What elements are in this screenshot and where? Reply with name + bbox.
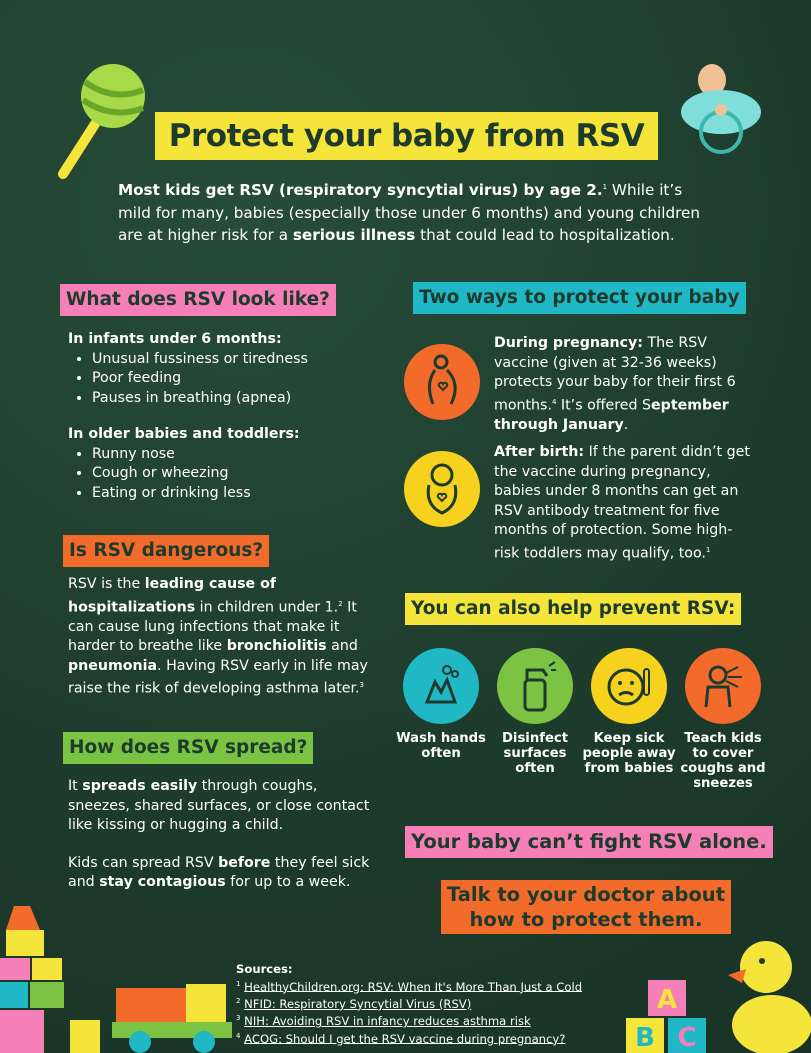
- spray-bottle-icon: [497, 648, 573, 724]
- spread-paragraphs: It spreads easily through coughs, sneezes, shared surfaces, or close contact like kissing or hugging a child. Kids can spread RSV before they feel sick and stay contagious for up to a week.: [68, 778, 370, 890]
- pregnancy-icon: [404, 344, 480, 420]
- prevent-heading: You can also help prevent RSV:: [405, 593, 741, 625]
- cough-icon: [685, 648, 761, 724]
- list-item: • Poor feeding: [92, 369, 368, 389]
- svg-text:A: A: [656, 985, 678, 1015]
- toy-truck-icon: [112, 978, 237, 1053]
- sources: Sources: $^1$ HealthyChildren.org: RSV: When It's More Than Just a Cold $^2$ NFID: Respiratory Syncytial Virus (RSV) $^3$ NIH: Avoiding RSV in infancy reduces asthma risk $^4$ ACOG: Should I get the RSV vaccine during pregnancy?: [236, 962, 583, 1046]
- source-link[interactable]: NFID: Respiratory Syncytial Virus (RSV): [244, 996, 472, 1011]
- talk-to-doctor-banner: Talk to your doctor about how to protect them.: [441, 880, 731, 934]
- abc-blocks-icon: [626, 980, 712, 1053]
- after-birth-text: After birth: If the parent didn’t get the vaccine during pregnancy, babies under 8 months can get an RSV antibody treatment for five months of protection. Some high-risk toddlers may qualify, too.$^1$: [494, 444, 750, 562]
- look-like-heading: What does RSV look like?: [60, 284, 336, 316]
- toddler-symptoms-list: [68, 445, 368, 504]
- intro-paragraph: Most kids get RSV (respiratory syncytial virus) by age 2.$^1$ While it’s mild for many, babies (especially those under 6 months) and young children are at higher risk for a serious illness that could lead to hospitalization.: [118, 181, 701, 245]
- toy-blocks-icon: [0, 898, 100, 1053]
- spread-heading: How does RSV spread?: [63, 732, 313, 764]
- dangerous-paragraph: RSV is the leading cause of hospitalizations in children under 1.$^2$ It can cause lung infections that make it harder to breathe like bronchiolitis and pneumonia. Having RSV early in life may raise the risk of developing asthma later.$^3$: [68, 576, 368, 697]
- rattle-icon: [55, 62, 155, 182]
- wash-hands-icon: [403, 648, 479, 724]
- tip-label: Wash hands often: [396, 731, 486, 761]
- tip-label: Teach kids to cover coughs and sneezes: [680, 731, 766, 791]
- sick-face-icon: [591, 648, 667, 724]
- svg-text:C: C: [677, 1023, 697, 1053]
- source-link[interactable]: ACOG: Should I get the RSV vaccine during pregnancy?: [244, 1031, 566, 1046]
- svg-text:B: B: [635, 1023, 655, 1053]
- pregnancy-text: During pregnancy: The RSV vaccine (given at 32-36 weeks) protects your baby for their first 6 months.$^4$ It’s offered September through January.: [494, 335, 736, 433]
- list-item: • Cough or wheezing: [92, 464, 368, 484]
- source-link[interactable]: NIH: Avoiding RSV in infancy reduces asthma risk: [244, 1014, 531, 1029]
- protect-heading: Two ways to protect your baby: [413, 282, 746, 314]
- pacifier-icon: [676, 60, 766, 160]
- infant-symptoms-list: [68, 350, 368, 409]
- list-item: • Eating or drinking less: [92, 484, 368, 504]
- list-item: • Runny nose: [92, 445, 368, 465]
- tip-label: Keep sick people away from babies: [582, 731, 676, 776]
- source-link[interactable]: HealthyChildren.org: RSV: When It's More Than Just a Cold: [244, 979, 583, 994]
- dangerous-heading: Is RSV dangerous?: [63, 535, 269, 567]
- swaddled-baby-icon: [404, 451, 480, 527]
- look-like-section: In infants under 6 months: • Unusual fussiness or tiredness • Poor feeding • Pauses in breathing (apnea) In older babies and toddlers: • Runny nose • Cough or wheezing • Eating or drinking less: [68, 330, 368, 503]
- tip-label: Disinfect surfaces often: [501, 731, 569, 776]
- list-item: • Unusual fussiness or tiredness: [92, 350, 368, 370]
- page-title: Protect your baby from RSV: [155, 112, 658, 160]
- list-item: • Pauses in breathing (apnea): [92, 389, 368, 409]
- rubber-duck-icon: [722, 935, 811, 1053]
- fight-alone-banner: Your baby can’t fight RSV alone.: [405, 826, 773, 858]
